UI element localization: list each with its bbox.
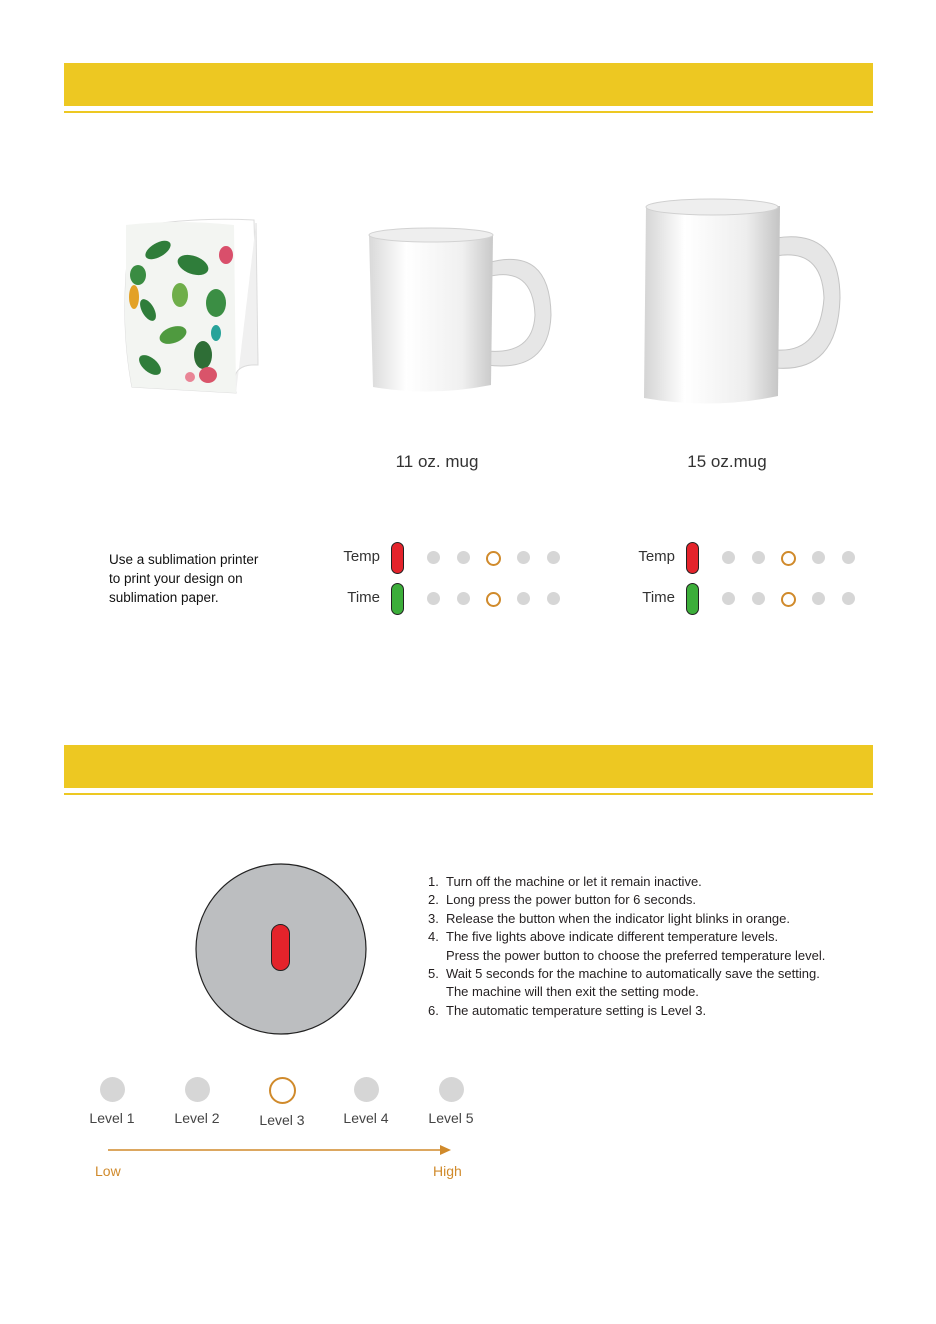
banner-rule-top [64, 111, 873, 113]
sublimation-paper-image [118, 215, 263, 397]
time-light-green [686, 583, 699, 615]
step-item: 1. Turn off the machine or let it remain inactive. [428, 874, 702, 889]
level-dot [547, 551, 560, 564]
temp-label: Temp [343, 548, 380, 565]
printer-note [109, 550, 258, 607]
printer-note-line: Use a sublimation printer [109, 552, 259, 567]
mug-15oz-image [640, 198, 845, 413]
temp-light-red [391, 542, 404, 574]
level-dot-selected [781, 592, 796, 607]
mug-11oz-image [365, 225, 555, 400]
level-dot [842, 551, 855, 564]
level-dot [722, 551, 735, 564]
step-item: 3. Release the button when the indicator light blinks in orange. [428, 910, 790, 926]
low-to-high-arrow [108, 1143, 453, 1157]
mug-11oz-label: 11 oz. mug [395, 452, 479, 471]
level-dot [547, 592, 560, 605]
time-label: Time [347, 589, 380, 606]
level-dot [427, 551, 440, 564]
level-dot [517, 551, 530, 564]
level-dot [457, 592, 470, 605]
level-dot [722, 592, 735, 605]
level-dot-selected [486, 592, 501, 607]
temp-indicator-11oz [330, 542, 570, 574]
level-light [100, 1077, 125, 1102]
temp-label: Temp [638, 548, 675, 565]
level-label: Level 4 [343, 1110, 389, 1126]
level-5 [411, 1077, 491, 1126]
level-light [185, 1077, 210, 1102]
level-dot-selected [486, 551, 501, 566]
level-light [354, 1077, 379, 1102]
level-dot [427, 592, 440, 605]
high-label: High [433, 1163, 462, 1179]
time-indicator-11oz [330, 583, 570, 615]
printer-note-line: sublimation paper. [109, 590, 219, 605]
level-4 [326, 1077, 406, 1126]
level-dot [752, 551, 765, 564]
level-dot [842, 592, 855, 605]
time-label: Time [642, 589, 675, 606]
step-item: 5. Wait 5 seconds for the machine to automatically save the setting. The machine will then exit the setting mode. [428, 966, 820, 1000]
section-banner-bottom [64, 745, 873, 788]
printer-note-line: to print your design on [109, 571, 243, 586]
level-2 [157, 1077, 237, 1126]
level-light-selected [269, 1077, 296, 1104]
temp-light-red [686, 542, 699, 574]
level-label: Level 5 [428, 1110, 474, 1126]
temp-indicator-15oz [625, 542, 865, 574]
power-button-light [271, 924, 290, 971]
level-dot-selected [781, 551, 796, 566]
section-banner-top [64, 63, 873, 106]
level-label: Level 1 [89, 1110, 135, 1126]
setting-steps [428, 873, 825, 1020]
level-dot [517, 592, 530, 605]
level-light [439, 1077, 464, 1102]
mug-15oz-label: 15 oz.mug [687, 452, 767, 471]
level-dot [812, 592, 825, 605]
step-item: 4. The five lights above indicate different temperature levels. Press the power button to choose the preferred temperature level. [428, 929, 826, 963]
low-label: Low [95, 1163, 121, 1179]
step-item: 2. Long press the power button for 6 seconds. [428, 892, 697, 908]
level-dot [812, 551, 825, 564]
level-label: Level 3 [259, 1112, 305, 1128]
level-dot [752, 592, 765, 605]
level-1 [72, 1077, 152, 1126]
level-3 [242, 1077, 322, 1128]
step-item: 6. The automatic temperature setting is Level 3. [428, 1002, 707, 1018]
time-indicator-15oz [625, 583, 865, 615]
time-light-green [391, 583, 404, 615]
level-dot [457, 551, 470, 564]
banner-rule-bottom [64, 793, 873, 795]
level-label: Level 2 [174, 1110, 220, 1126]
